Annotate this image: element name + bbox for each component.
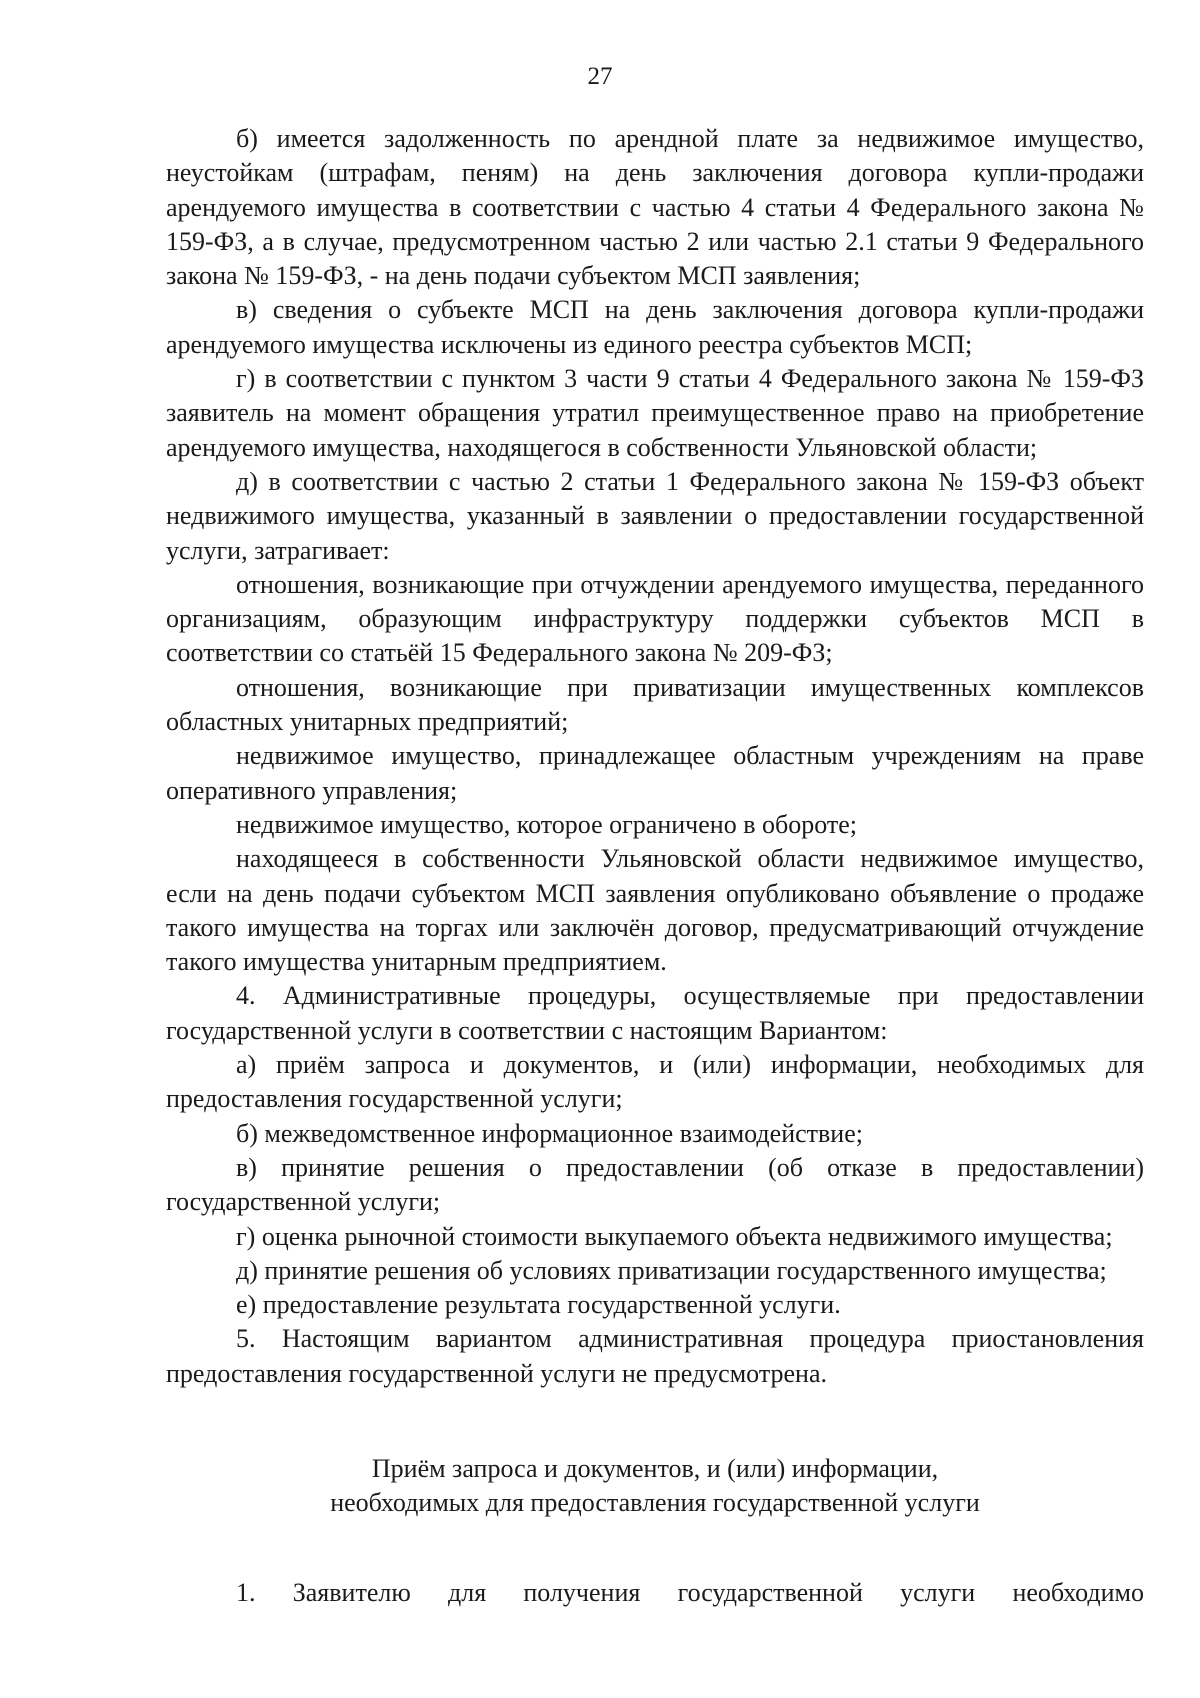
document-body bbox=[166, 122, 1144, 1391]
paragraph-relations-infrastructure: отношения, возникающие при отчуждении арендуемого имущества, переданного организациям, образующим инфраструктуру поддержки субъектов МСП в соответствии со статьёй 15 Федерального закона № 209-ФЗ; bbox=[166, 569, 1144, 668]
paragraph-g-right-lost: г) в соответствии с пунктом 3 части 9 статьи 4 Федерального закона № 159-ФЗ заявитель на момент обращения утратил преимущественное право на приобретение арендуемого имущества, находящегося в собственности Ульяновской области; bbox=[166, 364, 1144, 462]
paragraph-procedure-b: б) межведомственное информационное взаимодействие; bbox=[236, 1118, 863, 1148]
section-heading-line-2: необходимых для предоставления государственной услуги bbox=[330, 1488, 980, 1517]
paragraph-relations-privatization: отношения, возникающие при приватизации имущественных комплексов областных унитарных предприятий; bbox=[166, 672, 1144, 737]
paragraph-restricted-circulation: недвижимое имущество, которое ограничено в обороте; bbox=[236, 809, 857, 839]
section-heading-line-1: Приём запроса и документов, и (или) информации, bbox=[371, 1454, 939, 1483]
paragraph-procedure-v: в) принятие решения о предоставлении (об отказе в предоставлении) государственной услуги; bbox=[166, 1152, 1144, 1217]
paragraph-procedure-d: д) принятие решения об условиях приватизации государственного имущества; bbox=[236, 1255, 1107, 1285]
paragraph-announced-sale: находящееся в собственности Ульяновской области недвижимое имущество, если на день подачи субъектом МСП заявления опубликовано объявление о продаже такого имущества на торгах или заключён договор, предусматривающий отчуждение такого имущества унитарным предприятием. bbox=[166, 844, 1144, 977]
paragraph-1-applicant: 1. Заявителю для получения государственной услуги необходимо bbox=[236, 1578, 1144, 1607]
paragraph-5-no-suspension: 5. Настоящим вариантом административная процедура приостановления предоставления государственной услуги не предусмотрена. bbox=[166, 1324, 1144, 1388]
paragraph-4-procedures: 4. Административные процедуры, осуществляемые при предоставлении государственной услуги в соответствии с настоящим Вариантом: bbox=[166, 981, 1144, 1045]
paragraph-procedure-a: а) приём запроса и документов, и (или) информации, необходимых для предоставления государственной услуги; bbox=[166, 1050, 1144, 1114]
section-heading bbox=[166, 1452, 1144, 1520]
paragraph-operational-management: недвижимое имущество, принадлежащее областным учреждениям на праве оперативного управления; bbox=[166, 741, 1144, 805]
paragraph-d-object: д) в соответствии с частью 2 статьи 1 Федерального закона № 159-ФЗ объект недвижимого имущества, указанный в заявлении о предоставлении государственной услуги, затрагивает: bbox=[166, 466, 1144, 565]
paragraph-v-registry: в) сведения о субъекте МСП на день заключения договора купли-продажи арендуемого имущества исключены из единого реестра субъектов МСП; bbox=[166, 295, 1144, 359]
paragraph-procedure-g: г) оценка рыночной стоимости выкупаемого объекта недвижимого имущества; bbox=[236, 1221, 1113, 1251]
page-number: 27 bbox=[587, 63, 613, 90]
paragraph-b-debt: б) имеется задолженность по арендной плате за недвижимое имущество, неустойкам (штрафам, пеням) на день заключения договора купли-продажи арендуемого имущества в соответствии с частью 4 статьи 4 Федерального закона № 159-ФЗ, а в случае, предусмотренном частью 2 или частью 2.1 статьи 9 Федерального закона № 159-ФЗ, - на день подачи субъектом МСП заявления; bbox=[166, 124, 1144, 291]
paragraph-procedure-e: е) предоставление результата государственной услуги. bbox=[236, 1290, 841, 1320]
